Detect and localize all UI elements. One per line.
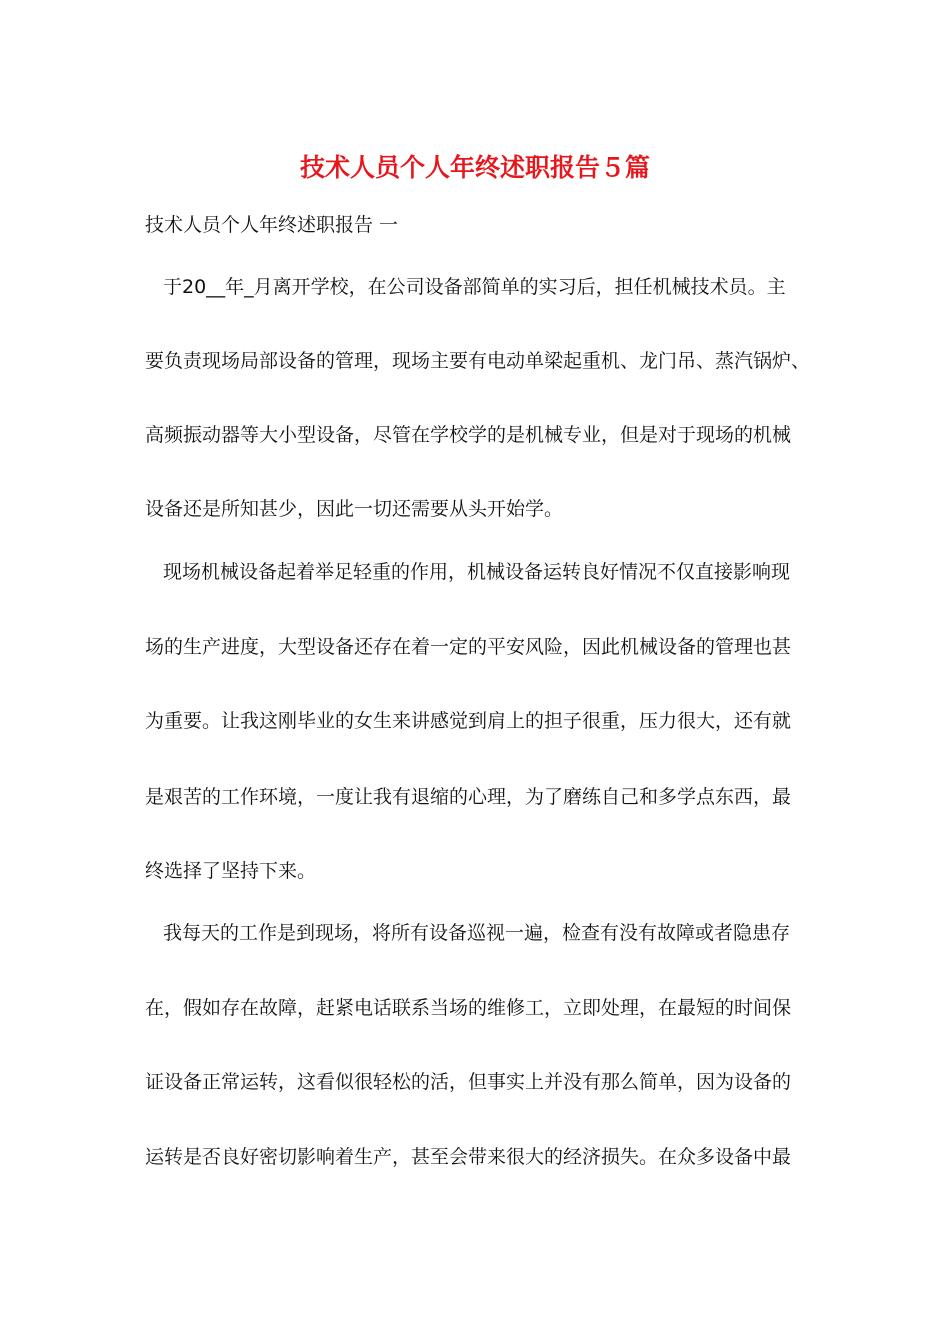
body-line-13: 运转是否良好密切影响着生产，甚至会带来很大的经济损失。在众多设备中最 bbox=[145, 1146, 792, 1168]
body-line-2: 要负责现场局部设备的管理，现场主要有电动单梁起重机、龙门吊、蒸汽锅炉、 bbox=[145, 350, 811, 372]
body-line-6: 场的生产进度，大型设备还存在着一定的平安风险，因此机械设备的管理也甚 bbox=[145, 636, 792, 658]
document-title: 技术人员个人年终述职报告５篇 bbox=[299, 153, 650, 182]
body-line-8: 是艰苦的工作环境，一度让我有退缩的心理，为了磨练自己和多学点东西，最 bbox=[145, 786, 792, 808]
body-line-10: 我每天的工作是到现场，将所有设备巡视一遍，检查有没有故障或者隐患存 bbox=[163, 922, 791, 944]
body-line-1: 于20__年_月离开学校，在公司设备部简单的实习后，担任机械技术员。主 bbox=[163, 276, 786, 298]
body-line-12: 证设备正常运转，这看似很轻松的活，但事实上并没有那么简单，因为设备的 bbox=[145, 1071, 792, 1093]
body-line-11: 在，假如存在故障，赶紧电话联系当场的维修工，立即处理，在最短的时间保 bbox=[145, 997, 792, 1019]
body-line-4: 设备还是所知甚少，因此一切还需要从头开始学。 bbox=[145, 498, 564, 520]
body-line-5: 现场机械设备起着举足轻重的作用，机械设备运转良好情况不仅直接影响现 bbox=[163, 561, 791, 583]
body-line-9: 终选择了坚持下来。 bbox=[145, 860, 317, 882]
section-heading: 技术人员个人年终述职报告 一 bbox=[145, 214, 399, 236]
body-line-3: 高频振动器等大小型设备，尽管在学校学的是机械专业，但是对于现场的机械 bbox=[145, 424, 792, 446]
body-line-7: 为重要。让我这刚毕业的女生来讲感觉到肩上的担子很重，压力很大，还有就 bbox=[145, 710, 792, 732]
